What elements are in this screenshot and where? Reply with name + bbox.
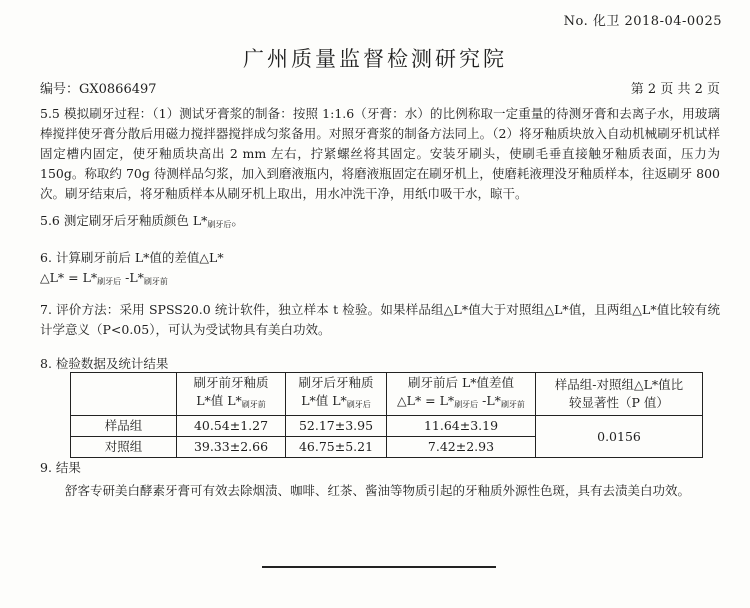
document-number: No. 化卫 2018-04-0025 (563, 14, 722, 29)
p-value-cell: 0.0156 (536, 416, 703, 458)
institute-title: 广州质量监督检测研究院 (243, 47, 507, 71)
page-indicator: 第 2 页 共 2 页 (630, 82, 720, 97)
section-7: 7. 评价方法：采用 SPSS20.0 统计软件，独立样本 t 检验。如果样品组△L*值大于对照组△L*值，且两组△L*值比较有统计学意义（P<0.05），可认为受试物具有美白功效。 (40, 302, 720, 337)
section-6-title: 6. 计算刷牙前后 L*值的差值△L* (40, 250, 224, 265)
row-before: 39.33±2.66 (177, 437, 286, 458)
header-after: 刷牙后牙釉质 L*值 $L*_{刷牙后}$ (286, 373, 387, 416)
section-6-formula: △L* = $L*_{刷牙后}$ $-L*_{刷牙前}$ (40, 270, 168, 286)
section-5-5: 5.5 模拟刷牙过程：（1）测试牙膏浆的制备：按照 1:1.6（牙膏：水）的比例称取一定重量的待测牙膏和去离子水，用玻璃棒搅拌使牙膏分散后用磁力搅拌器搅拌成匀浆备用。对照牙膏浆的制备方法同上。（2）将牙釉质块放入自动机械刷牙机试样固定槽内固定，使牙釉质块高出 2 mm 左右，拧紧螺丝将其固定。安装牙刷头，使刷毛垂直接触牙釉质表面，压力为 150g。称取约 70g 待测样品匀浆，加入到磨液瓶内，将磨液瓶固定在刷牙机上，使磨耗液理没牙釉质样本，往返刷牙 800 次。刷牙结束后，将牙釉质样本从刷牙机上取出，用水冲洗干净，用纸巾吸干水，晾干。 (40, 106, 720, 201)
results-table (70, 372, 703, 458)
section-5-6-text: 5.6 测定刷牙后牙釉质颜色 L* (40, 213, 208, 228)
row-diff: 11.64±3.19 (387, 416, 536, 437)
row-diff: 7.42±2.93 (387, 437, 536, 458)
section-6 (40, 248, 720, 292)
serial-number: 编号：GX0866497 (40, 82, 157, 97)
row-after: 52.17±3.95 (286, 416, 387, 437)
row-label: 对照组 (71, 437, 177, 458)
section-9-body: 舒客专研美白酵素牙膏可有效去除烟渍、咖啡、红茶、酱油等物质引起的牙釉质外源性色斑，具有去渍美白功效。 (65, 483, 691, 498)
row-label: 样品组 (71, 416, 177, 437)
header-pvalue: 样品组-对照组△L*值比 较显著性（P 值） (536, 373, 703, 416)
row-after: 46.75±5.21 (286, 437, 387, 458)
header-empty-cell (71, 373, 177, 416)
row-before: 40.54±1.27 (177, 416, 286, 437)
header-diff: 刷牙前后 L*值差值 △L* = $L*_{刷牙后}$ $-L*_{刷牙前}$ (387, 373, 536, 416)
section-8-title: 8. 检验数据及统计结果 (40, 356, 169, 371)
section-9-title: 9. 结果 (40, 460, 81, 475)
end-rule (262, 566, 496, 568)
section-5-6: 5.6 测定刷牙后牙釉质颜色 $L*_{刷牙后}$。 (40, 213, 244, 229)
header-before: 刷牙前牙釉质 L*值 $L*_{刷牙前}$ (177, 373, 286, 416)
table-row (71, 416, 703, 437)
table-header-row (71, 373, 703, 416)
section-5-6-subscript: 刷牙后 (207, 220, 232, 229)
